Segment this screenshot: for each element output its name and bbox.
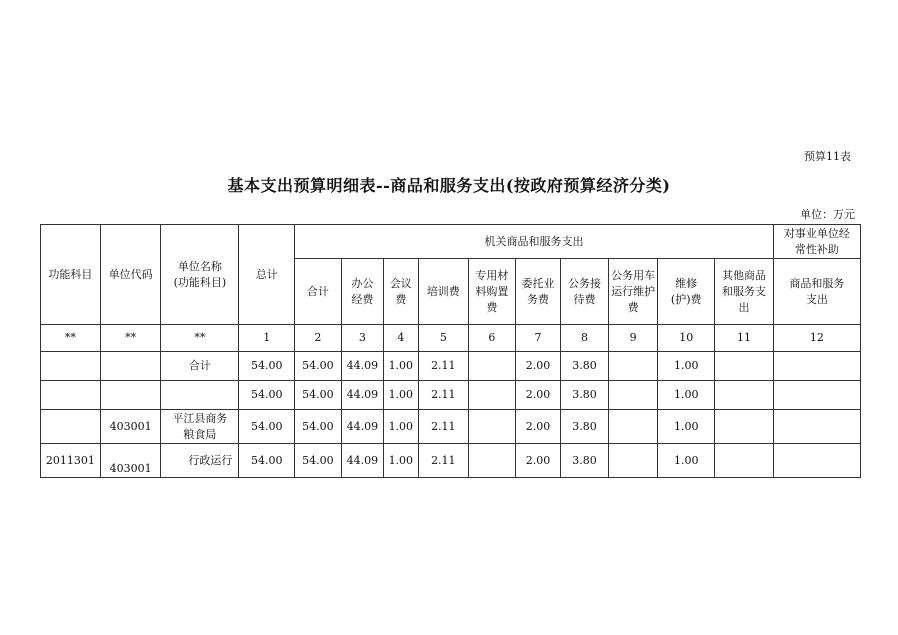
name-cell-line1: 平江县商务 (172, 411, 228, 425)
meeting-cell: 1.00 (384, 444, 418, 478)
func-cell (41, 410, 101, 444)
meeting-cell: 1.00 (384, 381, 418, 410)
sum-cell: 54.00 (295, 352, 342, 381)
header-col-material-line1: 专用材 (475, 268, 509, 282)
goods-cell (773, 410, 860, 444)
header-col-vehicle-line1: 公务用车 (611, 268, 656, 282)
material-cell (469, 352, 516, 381)
func-cell (41, 381, 101, 410)
header-col-goods-line2: 支出 (805, 292, 828, 306)
header-func-subject: 功能科目 (41, 225, 101, 325)
header-col-vehicle-line3: 费 (627, 300, 639, 314)
office-cell: 44.09 (341, 381, 384, 410)
header-col-vehicle-line2: 运行维护 (611, 284, 656, 298)
training-cell: 2.11 (418, 352, 469, 381)
header-col-vehicle (608, 259, 658, 325)
header-col-material-line2: 料购置 (475, 284, 509, 298)
index-cell: 5 (418, 325, 469, 352)
material-cell (469, 410, 516, 444)
other-cell (715, 444, 774, 478)
training-cell: 2.11 (418, 444, 469, 478)
index-cell: 4 (384, 325, 418, 352)
func-cell (41, 352, 101, 381)
goods-cell (773, 352, 860, 381)
total-cell: 54.00 (239, 410, 295, 444)
header-row-group (41, 225, 861, 259)
header-col-repair-line2: (护)费 (670, 292, 702, 306)
code-cell (100, 381, 161, 410)
repair-cell: 1.00 (658, 444, 715, 478)
header-col-entrust-line2: 务费 (526, 292, 549, 306)
code-cell: 403001 (100, 444, 161, 478)
header-public-group (773, 225, 860, 259)
header-col-office-line1: 办公 (351, 276, 374, 290)
header-col-office (341, 259, 384, 325)
header-unit-name (161, 225, 239, 325)
header-col-material (469, 259, 516, 325)
header-agency-group: 机关商品和服务支出 (295, 225, 774, 259)
vehicle-cell (608, 352, 658, 381)
sum-cell: 54.00 (295, 381, 342, 410)
index-cell: 10 (658, 325, 715, 352)
header-col-reception-line2: 待费 (573, 292, 596, 306)
index-cell: 9 (608, 325, 658, 352)
header-col-goods-line1: 商品和服务 (789, 276, 845, 290)
name-cell (161, 410, 239, 444)
unit-label: 单位：万元 (800, 208, 855, 221)
func-cell: 2011301 (41, 444, 101, 478)
header-col-other (715, 259, 774, 325)
header-public-group-line2: 常性补助 (794, 242, 839, 256)
header-unit-name-line2: (功能科目) (173, 275, 227, 289)
goods-cell (773, 381, 860, 410)
vehicle-cell (608, 381, 658, 410)
header-col-training: 培训费 (418, 259, 469, 325)
budget-table (40, 224, 861, 478)
header-unit-code: 单位代码 (100, 225, 161, 325)
meeting-cell: 1.00 (384, 410, 418, 444)
entrust-cell: 2.00 (515, 352, 561, 381)
header-col-meeting-line2: 费 (395, 292, 407, 306)
other-cell (715, 410, 774, 444)
header-col-meeting (384, 259, 418, 325)
name-cell (161, 381, 239, 410)
index-row (41, 325, 861, 352)
code-cell: 403001 (100, 410, 161, 444)
office-cell: 44.09 (341, 352, 384, 381)
index-cell: 2 (295, 325, 342, 352)
table-row-total (41, 352, 861, 381)
index-cell: 7 (515, 325, 561, 352)
header-col-material-line3: 费 (486, 300, 498, 314)
index-cell: 1 (239, 325, 295, 352)
goods-cell (773, 444, 860, 478)
header-total: 总计 (239, 225, 295, 325)
index-cell: ** (41, 325, 101, 352)
header-col-office-line2: 经费 (351, 292, 374, 306)
index-cell: ** (100, 325, 161, 352)
index-cell: 3 (341, 325, 384, 352)
index-cell: ** (161, 325, 239, 352)
name-cell: 合计 (161, 352, 239, 381)
name-cell: 行政运行 (161, 444, 239, 478)
table-row (41, 410, 861, 444)
vehicle-cell (608, 410, 658, 444)
repair-cell: 1.00 (658, 381, 715, 410)
page-title: 基本支出预算明细表--商品和服务支出(按政府预算经济分类) (227, 176, 671, 195)
office-cell: 44.09 (341, 410, 384, 444)
training-cell: 2.11 (418, 381, 469, 410)
index-cell: 6 (469, 325, 516, 352)
material-cell (469, 381, 516, 410)
reception-cell: 3.80 (561, 410, 609, 444)
table-row (41, 444, 861, 478)
sum-cell: 54.00 (295, 444, 342, 478)
other-cell (715, 381, 774, 410)
table-number: 预算11表 (804, 150, 851, 163)
header-unit-name-line1: 单位名称 (177, 259, 222, 273)
reception-cell: 3.80 (561, 352, 609, 381)
code-cell (100, 352, 161, 381)
entrust-cell: 2.00 (515, 410, 561, 444)
meeting-cell: 1.00 (384, 352, 418, 381)
header-col-sum: 合计 (295, 259, 342, 325)
sum-cell: 54.00 (295, 410, 342, 444)
header-col-other-line1: 其他商品 (721, 268, 766, 282)
header-col-entrust-line1: 委托业 (521, 276, 555, 290)
header-col-repair-line1: 维修 (675, 276, 698, 290)
reception-cell: 3.80 (561, 444, 609, 478)
entrust-cell: 2.00 (515, 381, 561, 410)
vehicle-cell (608, 444, 658, 478)
header-col-reception (561, 259, 609, 325)
material-cell (469, 444, 516, 478)
other-cell (715, 352, 774, 381)
header-col-reception-line1: 公务接 (568, 276, 602, 290)
reception-cell: 3.80 (561, 381, 609, 410)
header-col-other-line3: 出 (738, 300, 750, 314)
index-cell: 12 (773, 325, 860, 352)
header-col-meeting-line1: 会议 (389, 276, 412, 290)
header-col-repair (658, 259, 715, 325)
total-cell: 54.00 (239, 444, 295, 478)
table-row (41, 381, 861, 410)
name-cell-line2: 粮食局 (183, 427, 217, 441)
header-col-entrust (515, 259, 561, 325)
entrust-cell: 2.00 (515, 444, 561, 478)
total-cell: 54.00 (239, 352, 295, 381)
index-cell: 8 (561, 325, 609, 352)
repair-cell: 1.00 (658, 352, 715, 381)
total-cell: 54.00 (239, 381, 295, 410)
office-cell: 44.09 (341, 444, 384, 478)
repair-cell: 1.00 (658, 410, 715, 444)
training-cell: 2.11 (418, 410, 469, 444)
index-cell: 11 (715, 325, 774, 352)
header-col-other-line2: 和服务支 (721, 284, 766, 298)
header-col-goods (773, 259, 860, 325)
header-public-group-line1: 对事业单位经 (783, 226, 850, 240)
